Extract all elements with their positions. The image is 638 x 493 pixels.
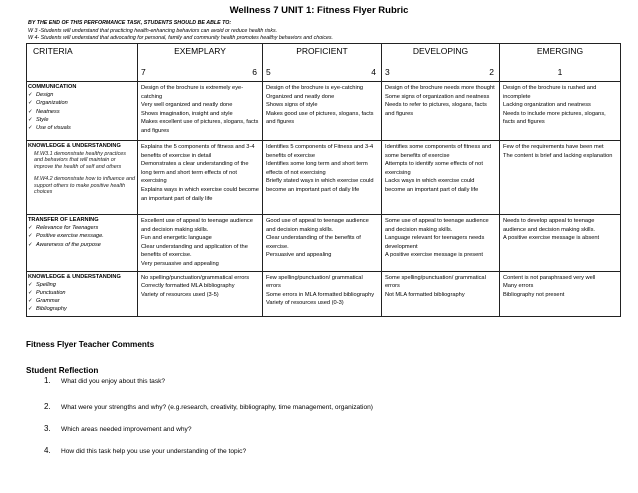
reflection-question: 3. Which areas needed improvement and why? [44,424,192,433]
reflection-question: 2. What were your strengths and why? (e.g.research, creativity, bibliography, time management, organization) [44,402,374,411]
descriptor-cell: Design of the brochure is eye-catching Organized and neatly done Shows signs of style Makes good use of pictures, slogans, facts and figures [263,82,382,141]
criteria-check-item: ✓ Organization [28,99,136,107]
descriptor-cell: Identifies some components of fitness and some benefits of exercise Attempts to identify some effects of not exercising Lacks ways in which exercise could become an important part of daily life [382,141,500,215]
criteria-check-item: ✓ Spelling [28,281,136,289]
criteria-header: CRITERIA [27,44,138,82]
criteria-check-item: ✓ Awareness of the purpose [28,241,136,249]
standard-note: M.W4.2 demonstrate how to influence and support others to make positive health choices [34,176,135,196]
student-reflection-heading: Student Reflection [26,366,99,375]
criteria-checklist [28,224,136,249]
level-header-exemplary: EXEMPLARY 7 6 [138,44,263,82]
criteria-check-item: ✓ Positive exercise message. [28,232,136,240]
criteria-cell [27,215,138,272]
criteria-check-item: ✓ Use of visuals [28,124,136,132]
rubric-row-transfer [27,215,621,272]
descriptor-cell: Needs to develop appeal to teenage audience and decision making skills. A positive exercise message is absent [500,215,621,272]
criteria-check-item: ✓ Neatness [28,108,136,116]
criteria-cell [27,271,138,316]
criteria-category: KNOWLEDGE & UNDERSTANDING [28,143,121,149]
page-title: Wellness 7 UNIT 1: Fitness Flyer Rubric [229,5,409,16]
criteria-cell [27,141,138,215]
criteria-check-item: ✓ Punctuation [28,289,136,297]
level-header-developing: DEVELOPING 3 2 [382,44,500,82]
criteria-checklist [28,91,136,132]
criteria-check-item: ✓ Bibliography [28,305,136,313]
level-header-emerging: EMERGING 1 [500,44,621,82]
standard-w4: W 4- Students will understand that advocating for personal, family and community health promotes healthy behaviors and choices. [28,35,334,41]
criteria-cell [27,82,138,141]
criteria-check-item: ✓ Relevance for Teenagers [28,224,136,232]
rubric-table [26,43,621,317]
rubric-row-knowledge-1 [27,141,621,215]
rubric-body [27,82,621,317]
descriptor-cell: Some spelling/punctuation/ grammatical errors Not MLA formatted bibliography [382,271,500,316]
descriptor-cell: Design of the brochure is rushed and incomplete Lacking organization and neatness Needs to include more pictures, slogans, facts and figures [500,82,621,141]
intro-line: BY THE END OF THIS PERFORMANCE TASK, STUDENTS SHOULD BE ABLE TO: [28,20,232,26]
criteria-category: COMMUNICATION [28,84,77,90]
descriptor-cell: Some use of appeal to teenage audience and decision making skills. Language relevant for teenagers needs development A positive exercise message is present [382,215,500,272]
criteria-check-item: ✓ Design [28,91,136,99]
criteria-check-item: ✓ Style [28,116,136,124]
level-header-proficient: PROFICIENT 5 4 [263,44,382,82]
standard-w3: W 3 -Students will understand that practicing health-enhancing behaviors can avoid or reduce health risks. [28,28,278,34]
descriptor-cell: No spelling/punctuation/grammatical errors Correctly formatted MLA bibliography Variety of resources used (3-5) [138,271,263,316]
descriptor-cell: Few spelling/punctuation/ grammatical errors Some errors in MLA formatted bibliography Variety of resources used (0-3) [263,271,382,316]
reflection-question: 4. How did this task help you use your understanding of the topic? [44,446,247,455]
teacher-comments-heading: Fitness Flyer Teacher Comments [26,340,155,349]
descriptor-cell: Explains the 5 components of fitness and 3-4 benefits of exercise in detail Demonstrates a clear understanding of the long term and short term effects of not exercising Explains ways in which exercise could become an important part of daily life [138,141,263,215]
rubric-row-knowledge-2 [27,271,621,316]
criteria-category: TRANSFER OF LEARNING [28,217,99,223]
descriptor-cell: Good use of appeal to teenage audience and decision making skills. Clear understanding of the benefits of exercise. Persuasive and appealing [263,215,382,272]
descriptor-cell: Identifies 5 components of Fitness and 3-4 benefits of exercise Identifies some long term and short term effects of not exercising Briefly stated ways in which exercise could become an important part of daily life [263,141,382,215]
descriptor-cell: Few of the requirements have been met The content is brief and lacking explanation [500,141,621,215]
descriptor-cell: Excellent use of appeal to teenage audience and decision making skills. Fun and energetic language Clear understanding and application of the benefits of exercise. Very persuasive and appealing [138,215,263,272]
rubric-row-communication [27,82,621,141]
rubric-header-row [27,44,621,82]
descriptor-cell: Design of the brochure is extremely eye-catching Very well organized and neatly done Shows imagination, insight and style Makes excellent use of pictures, slogans, facts and figures [138,82,263,141]
criteria-category: KNOWLEDGE & UNDERSTANDING [28,273,121,280]
criteria-check-item: ✓ Grammar [28,297,136,305]
criteria-checklist [28,281,136,314]
standard-note: M.W3.1 demonstrate healthy practices and behaviors that will maintain or improve the health of self and others [34,151,126,170]
descriptor-cell: Content is not paraphrased very well Many errors Bibliography not present [500,271,621,316]
reflection-question: 1. What did you enjoy about this task? [44,376,166,385]
descriptor-cell: Design of the brochure needs more thought Some signs of organization and neatness Needs to refer to pictures, slogans, facts and figures [382,82,500,141]
